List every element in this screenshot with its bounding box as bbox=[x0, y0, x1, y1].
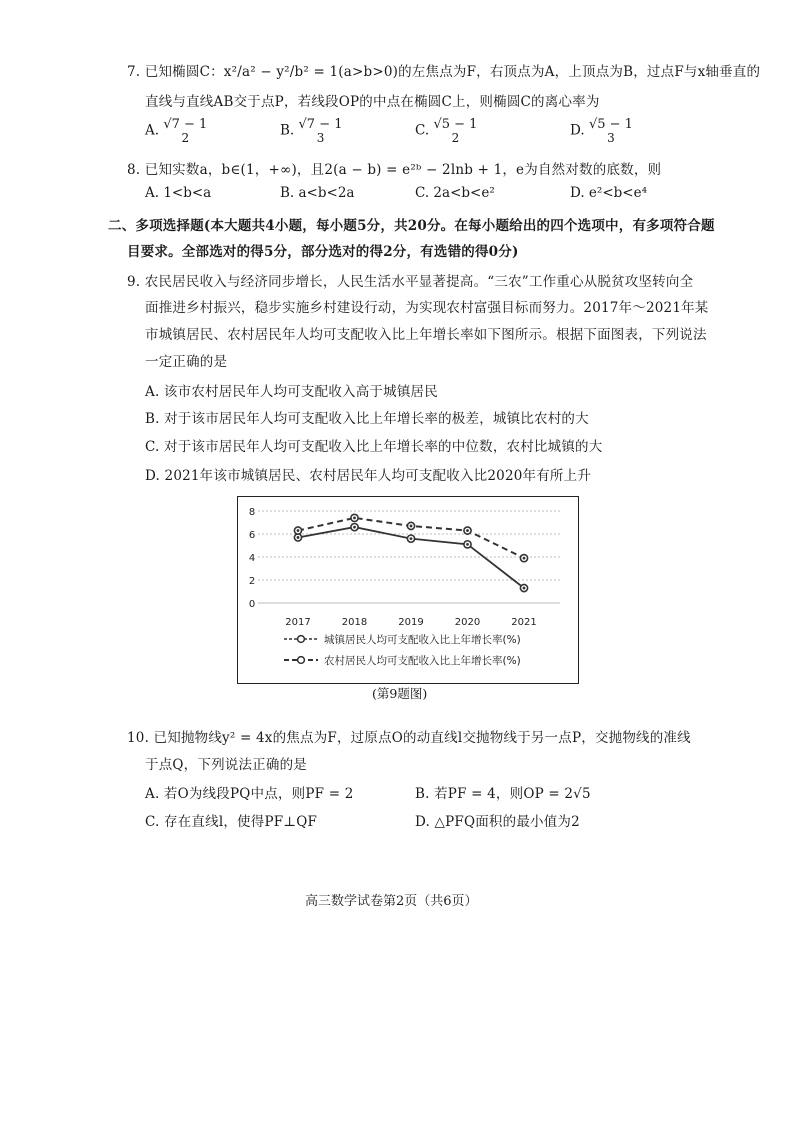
series-1-point-core bbox=[297, 536, 300, 539]
q9-option-c: C. 对于该市居民年人均可支配收入比上年增长率的中位数，农村比城镇的大 bbox=[145, 439, 603, 455]
legend-marker-1 bbox=[298, 636, 305, 643]
series-1-point-core bbox=[353, 526, 356, 529]
q7-stem-line1: 7. 已知椭圆C：x²/a² − y²/b² = 1(a>b>0)的左焦点为F，右顶点为A，上顶点为B，过点F与x轴垂直的 bbox=[127, 64, 761, 80]
q8-option-d: D. e²<b<e⁴ bbox=[570, 185, 647, 201]
q7-option-a-numerator: √7 − 1 bbox=[163, 117, 208, 132]
q7-option-b-denominator: 3 bbox=[316, 130, 325, 145]
q7-option-a-label: A. bbox=[145, 122, 160, 139]
legend-label-1: 城镇居民人均可支配收入比上年增长率(%) bbox=[324, 634, 521, 646]
q10-option-d: D. △PFQ面积的最小值为2 bbox=[415, 814, 580, 830]
q7-option-d bbox=[570, 118, 633, 144]
q7-option-c-label: C. bbox=[415, 122, 430, 139]
q9-chart-frame bbox=[237, 496, 579, 684]
q7-option-a bbox=[145, 118, 207, 144]
series-2-point-core bbox=[353, 517, 356, 520]
x-tick-label: 2020 bbox=[454, 617, 481, 628]
series-1-point-core bbox=[410, 537, 413, 540]
x-tick-label: 2019 bbox=[398, 617, 424, 628]
series-2-point-core bbox=[410, 525, 413, 528]
q9-chart-caption: (第9题图) bbox=[372, 686, 428, 701]
q7-option-b bbox=[280, 118, 343, 144]
q7-option-c-denominator: 2 bbox=[451, 130, 460, 145]
q9-stem-line3: 市城镇居民、农村居民年人均可支配收入比上年增长率如下图所示。根据下面图表，下列说法 bbox=[145, 327, 707, 343]
x-tick-label: 2018 bbox=[341, 617, 368, 628]
q9-option-d: D. 2021年该市城镇居民、农村居民年人均可支配收入比2020年有所上升 bbox=[145, 468, 592, 484]
q9-option-b: B. 对于该市居民年人均可支配收入比上年增长率的极差，城镇比农村的大 bbox=[145, 411, 589, 427]
y-tick-label: 4 bbox=[248, 553, 256, 564]
y-tick-label: 2 bbox=[248, 576, 256, 587]
y-tick-label: 0 bbox=[248, 599, 256, 610]
q8-option-b: B. a<b<2a bbox=[280, 185, 355, 201]
q8-stem: 8. 已知实数a，b∈(1，+∞)，且2(a − b) = e²ᵇ − 2lnb + 1，e为自然对数的底数，则 bbox=[127, 162, 662, 178]
series-1-point-core bbox=[466, 543, 469, 546]
q10-option-b: B. 若PF = 4，则OP = 2√5 bbox=[415, 786, 591, 802]
q7-option-a-denominator: 2 bbox=[181, 130, 190, 145]
q10-stem-line1: 10. 已知抛物线y² = 4x的焦点为F，过原点O的动直线l交抛物线于另一点P，交抛物线的准线 bbox=[127, 730, 691, 746]
series-2-point-core bbox=[466, 529, 469, 532]
q9-stem-line1: 9. 农民居民收入与经济同步增长，人民生活水平显著提高。“三农”工作重心从脱贫攻坚转向全 bbox=[127, 274, 694, 290]
q9-line-chart bbox=[238, 497, 578, 683]
q7-option-b-label: B. bbox=[280, 122, 295, 139]
q7-option-d-denominator: 3 bbox=[607, 130, 615, 145]
q10-stem-line2: 于点Q，下列说法正确的是 bbox=[145, 757, 307, 773]
y-tick-label: 8 bbox=[248, 507, 256, 518]
q10-option-c: C. 存在直线l，使得PF⊥QF bbox=[145, 814, 318, 830]
q8-option-c: C. 2a<b<e² bbox=[415, 185, 495, 201]
q7-option-b-numerator: √7 − 1 bbox=[298, 117, 343, 132]
q7-option-c bbox=[415, 118, 477, 144]
x-tick-label: 2017 bbox=[285, 617, 311, 628]
series-2-point-core bbox=[523, 557, 526, 560]
q7-stem-line2: 直线与直线AB交于点P，若线段OP的中点在椭圆C上，则椭圆C的离心率为 bbox=[145, 94, 600, 110]
series-2-point-core bbox=[297, 529, 300, 532]
section2-header-line1: 二、多项选择题(本大题共4小题，每小题5分，共20分。在每小题给出的四个选项中，有多项符合题 bbox=[108, 218, 715, 234]
page-footer: 高三数学试卷第2页（共6页） bbox=[305, 894, 478, 909]
q9-stem-line4: 一定正确的是 bbox=[145, 354, 228, 370]
q9-option-a: A. 该市农村居民年人均可支配收入高于城镇居民 bbox=[145, 384, 438, 400]
q7-option-d-label: D. bbox=[570, 122, 585, 139]
q9-stem-line2: 面推进乡村振兴，稳步实施乡村建设行动，为实现农村富强目标而努力。2017年～2021年某 bbox=[145, 300, 709, 316]
legend-marker-2 bbox=[298, 657, 305, 664]
section2-header-line2: 目要求。全部选对的得5分，部分选对的得2分，有选错的得0分) bbox=[127, 244, 519, 260]
q8-option-a: A. 1<b<a bbox=[145, 185, 212, 201]
y-tick-label: 6 bbox=[248, 530, 256, 541]
x-tick-label: 2021 bbox=[511, 617, 537, 628]
legend-label-2: 农村居民人均可支配收入比上年增长率(%) bbox=[324, 655, 521, 667]
q10-option-a: A. 若O为线段PQ中点，则PF = 2 bbox=[145, 786, 354, 802]
q7-option-c-numerator: √5 − 1 bbox=[433, 117, 478, 132]
q7-option-d-numerator: √5 − 1 bbox=[588, 117, 633, 132]
series-1-point-core bbox=[523, 587, 526, 590]
